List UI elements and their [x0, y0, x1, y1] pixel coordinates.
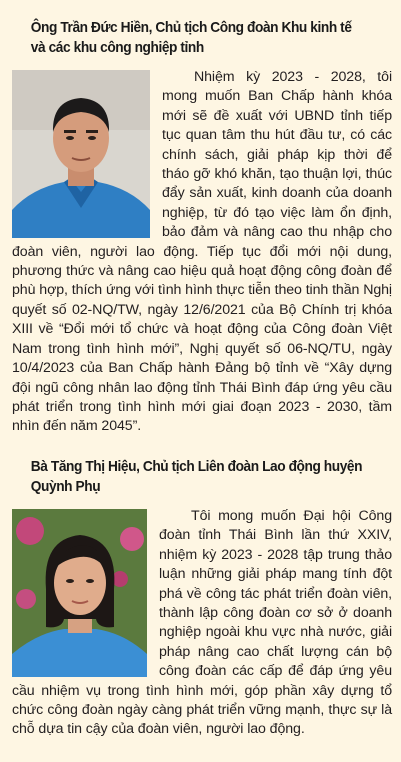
quote-text-1: Nhiệm kỳ 2023 - 2028, tôi mong muốn Ban Chấp hành khóa mới sẽ đề xuất với UBND tỉnh tiếp tục quan tâm thu hút đầu tư, có các chính sách, giải pháp kịp thời để tháo gỡ khó khăn, tạo thuận lợi, thúc đẩy sản xuất, kinh doanh của doanh nghiệp, từ đó tạo việc làm ổn định, bảo đảm và nâng cao thu nhập cho đoàn viên, người lao động. Tiếp tục đổi mới nội dung, phương thức và nâng cao hiệu quả hoạt động công đoàn để phù hợp, thích ứng với tình hình thực tiễn theo tinh thần Nghị quyết số 02-NQ/TW, ngày 12/6/2021 của Bộ Chính trị khóa XIII về “Đổi mới tổ chức và hoạt động của Công đoàn Việt Nam trong tình hình mới”, Nghị quyết số 06-NQ/TU, ngày 10/4/2023 của Ban Chấp hành Đảng bộ tỉnh về “Xây dựng đội ngũ công nhân lao động tỉnh Thái Bình đáp ứng yêu cầu phát triển trong tình hình mới giai đoạn 2023 - 2030, tầm nhìn đến năm 2045”.	[12, 69, 392, 435]
speaker-heading-1	[12, 18, 369, 58]
interview-section-2	[12, 457, 392, 740]
speaker-heading-text: Bà Tăng Thị Hiệu, Chủ tịch Liên đoàn Lao động huyện Quỳnh Phụ	[30, 459, 363, 495]
quote-text-2: Tôi mong muốn Đại hội Công đoàn tỉnh Thái Bình lần thứ XXIV, nhiệm kỳ 2023 - 2028 tập trung thảo luận những giải pháp mang tính đột phá về công tác phát triển đoàn viên, thành lập công đoàn cơ sở ở doanh nghiệp ngoài khu vực nhà nước, giải pháp nâng cao chất lượng cán bộ công đoàn các cấp để đáp ứng yêu cầu nhiệm vụ trong tình hình mới, góp phần xây dựng tổ chức công đoàn ngày càng phát triển vững mạnh, thực sự là chỗ dựa tin cậy của đoàn viên, người lao động.	[12, 508, 392, 738]
speaker-heading-2	[12, 457, 369, 497]
speaker-heading-line-1: Ông Trần Đức Hiền, Chủ tịch Công đoàn Khu kinh tế	[30, 20, 352, 36]
speaker-heading-line-2: và các khu công nghiệp tỉnh	[30, 40, 204, 56]
portrait-photo-man	[12, 70, 150, 238]
interview-section-1	[12, 18, 392, 437]
portrait-photo-woman	[12, 509, 147, 677]
